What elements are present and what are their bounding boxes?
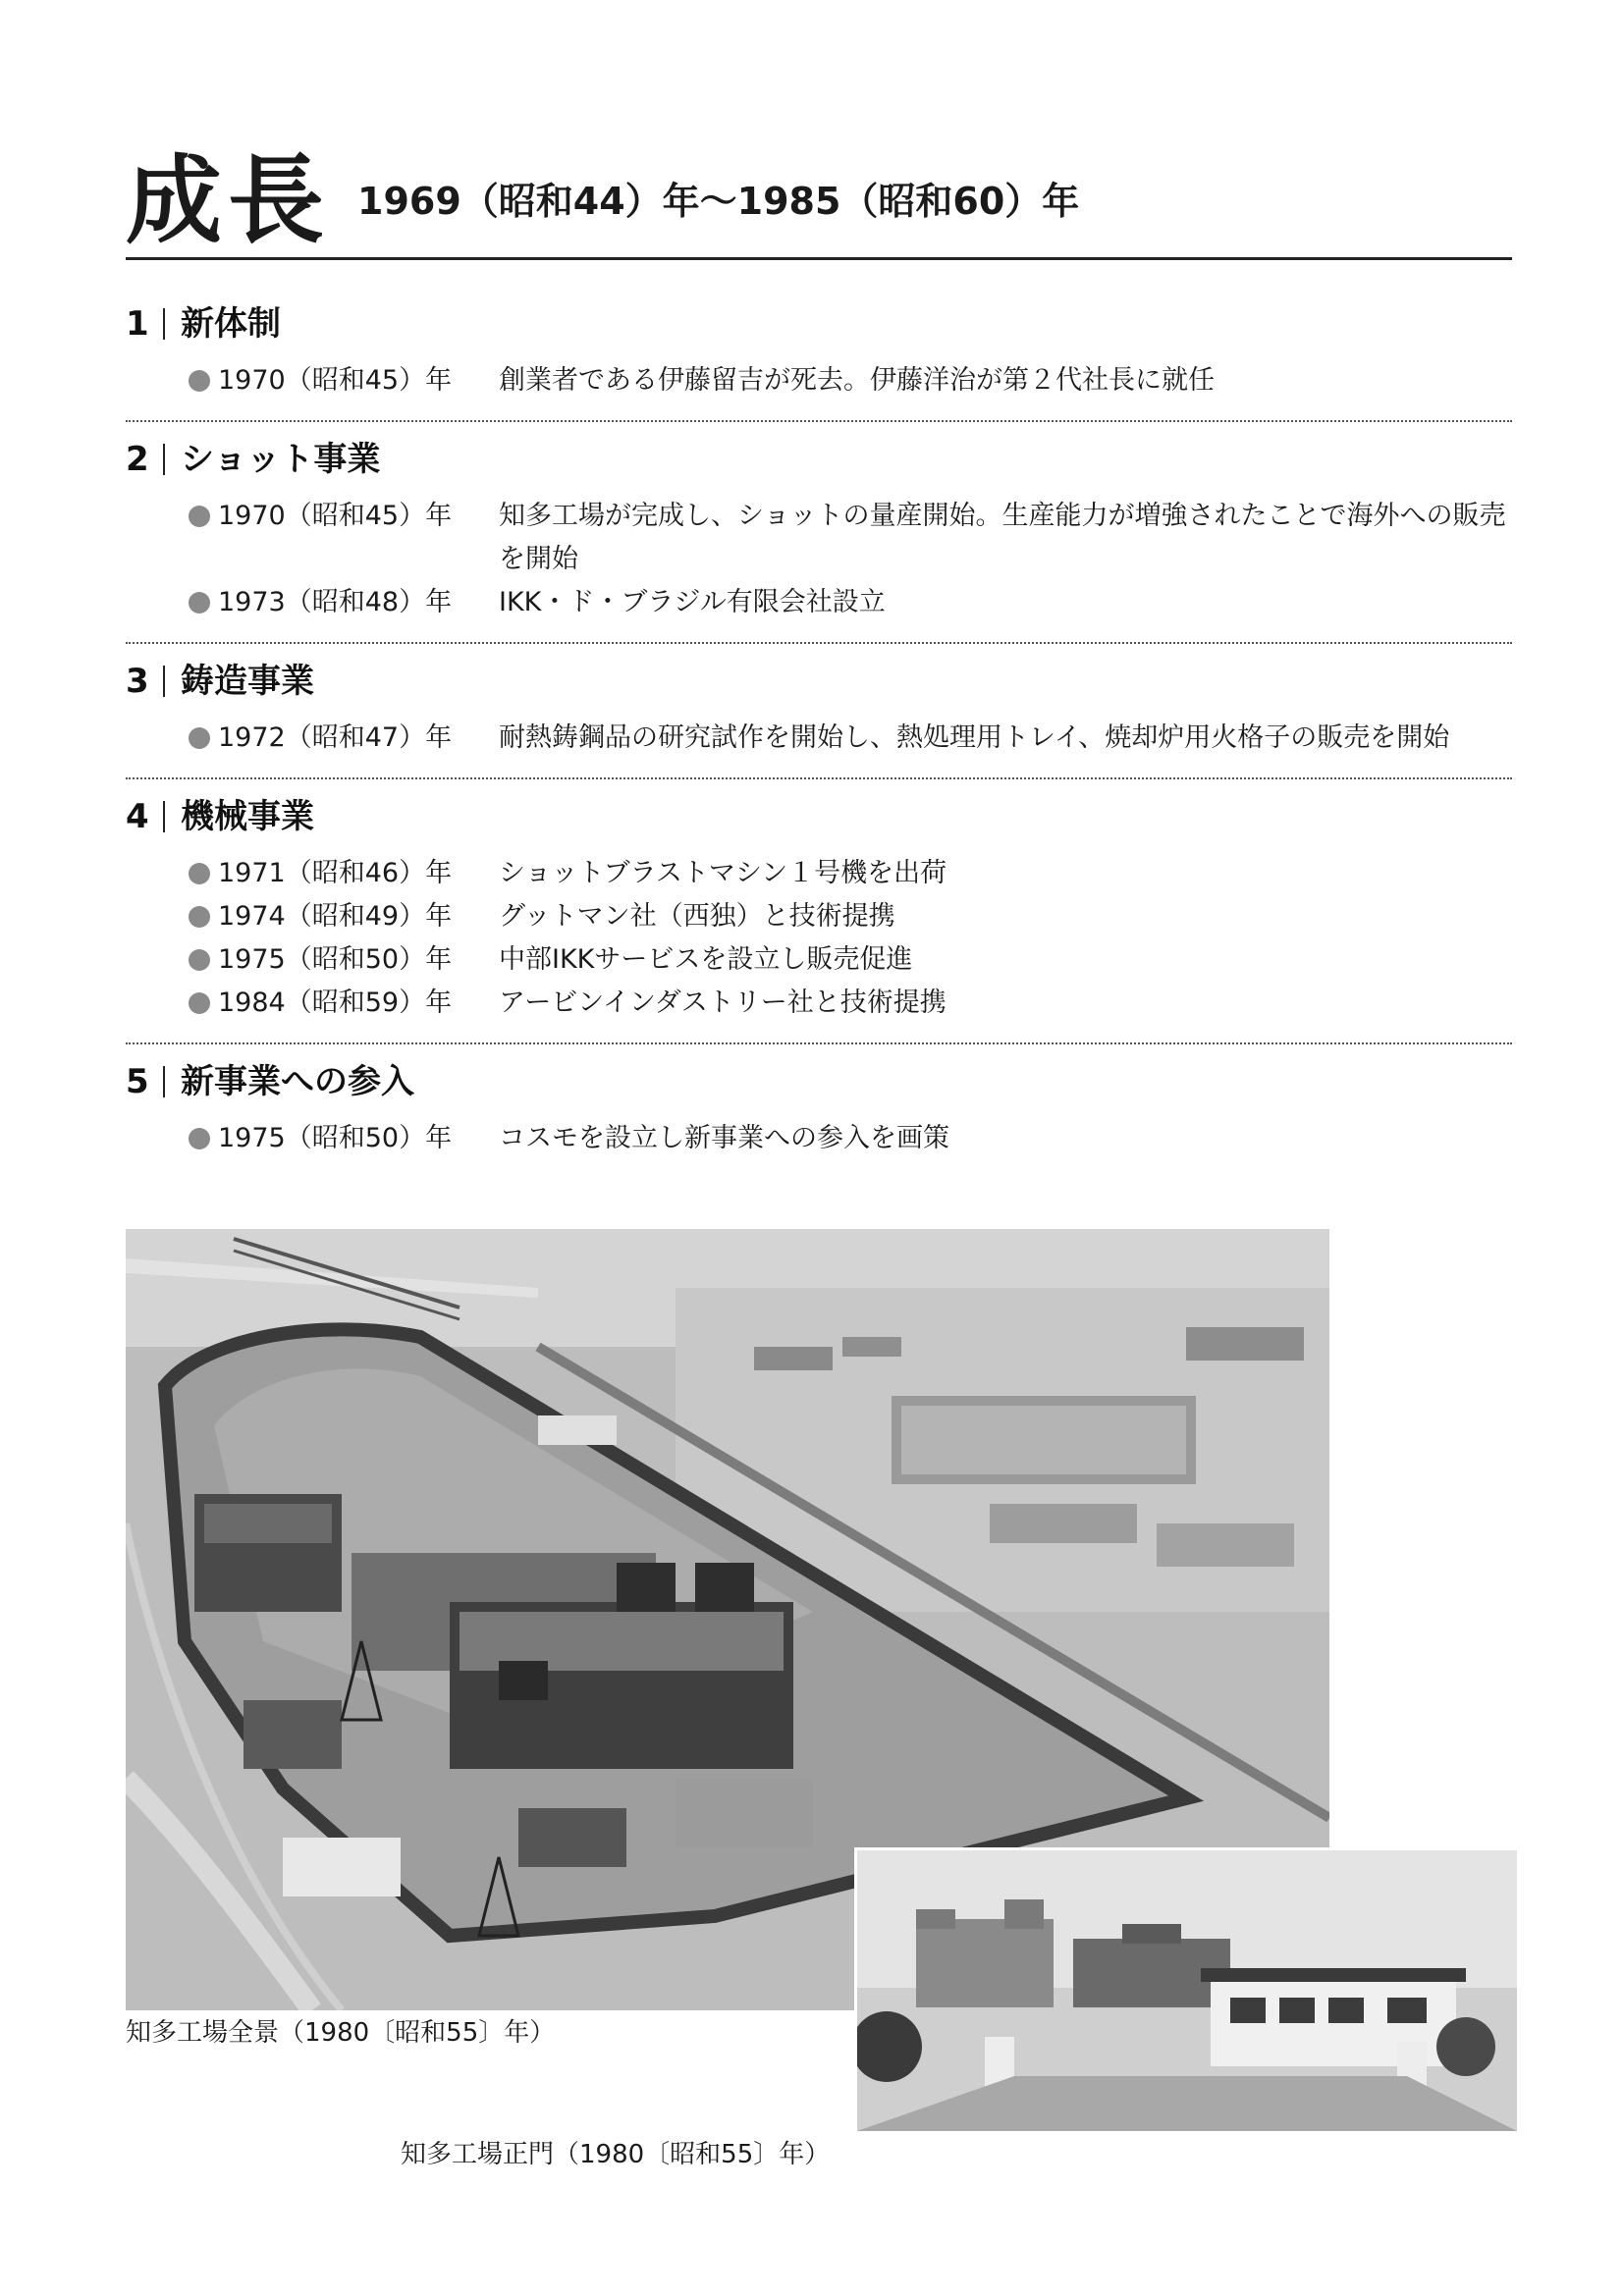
entry-year: 1970（昭和45）年 <box>218 501 453 531</box>
section-number: 3 <box>126 662 149 701</box>
section-title: 機械事業 <box>181 797 314 836</box>
timeline-entry <box>189 581 1512 624</box>
timeline-entry <box>189 895 1512 938</box>
section-heading <box>126 658 1512 705</box>
section-2 <box>126 422 1512 644</box>
entry-year: 1972（昭和47）年 <box>218 722 453 753</box>
entry-text: アービンインダストリー社と技術提携 <box>499 988 947 1018</box>
bullet-icon <box>189 506 210 527</box>
timeline-sections <box>126 287 1512 1178</box>
section-heading <box>126 436 1512 483</box>
section-divider-bar <box>163 444 165 475</box>
timeline-entry <box>189 852 1512 895</box>
gate-photo-illustration <box>857 1850 1517 2131</box>
section-5 <box>126 1044 1512 1178</box>
entry-text: IKK・ド・ブラジル有限会社設立 <box>499 587 886 617</box>
section-title: 鋳造事業 <box>181 662 314 701</box>
entry-text: 創業者である伊藤留吉が死去。伊藤洋治が第２代社長に就任 <box>499 365 1215 396</box>
section-title: ショット事業 <box>181 440 381 479</box>
section-4 <box>126 779 1512 1044</box>
period-subtitle: 1969（昭和44）年〜1985（昭和60）年 <box>357 180 1080 223</box>
section-divider-bar <box>163 1066 165 1097</box>
section-number: 1 <box>126 304 149 344</box>
bullet-icon <box>189 863 210 884</box>
entry-text: グットマン社（西独）と技術提携 <box>499 901 895 932</box>
entry-text: 知多工場が完成し、ショットの量産開始。生産能力が増強されたことで海外への販売を開始 <box>499 501 1506 574</box>
section-3 <box>126 644 1512 779</box>
entry-year: 1975（昭和50）年 <box>218 944 453 975</box>
page-title: 成長 <box>126 144 331 257</box>
section-number: 5 <box>126 1062 149 1101</box>
timeline-entry <box>189 982 1512 1025</box>
section-divider-bar <box>163 308 165 340</box>
timeline-entry <box>189 938 1512 982</box>
entry-year: 1970（昭和45）年 <box>218 365 453 396</box>
timeline-entry <box>189 359 1512 402</box>
entry-text: ショットブラストマシン１号機を出荷 <box>499 858 947 888</box>
bullet-icon <box>189 949 210 971</box>
section-number: 4 <box>126 797 149 836</box>
section-title: 新事業への参入 <box>181 1062 414 1101</box>
section-1 <box>126 287 1512 422</box>
section-heading <box>126 793 1512 840</box>
factory-gate-photo <box>854 1847 1520 2134</box>
bullet-icon <box>189 906 210 928</box>
bullet-icon <box>189 727 210 749</box>
entry-year: 1974（昭和49）年 <box>218 901 453 932</box>
section-heading <box>126 300 1512 347</box>
bullet-icon <box>189 1128 210 1149</box>
bullet-icon <box>189 370 210 392</box>
page-header <box>126 144 1512 260</box>
entry-year: 1971（昭和46）年 <box>218 858 453 888</box>
aerial-photo-caption: 知多工場全景（1980〔昭和55〕年） <box>126 2018 556 2048</box>
entry-year: 1984（昭和59）年 <box>218 988 453 1018</box>
bullet-icon <box>189 992 210 1014</box>
section-divider-bar <box>163 801 165 832</box>
bullet-icon <box>189 592 210 614</box>
entry-text: コスモを設立し新事業への参入を画策 <box>499 1123 949 1153</box>
section-number: 2 <box>126 440 149 479</box>
entry-year: 1975（昭和50）年 <box>218 1123 453 1153</box>
timeline-entry <box>189 1117 1512 1160</box>
section-title: 新体制 <box>181 304 281 344</box>
entry-text: 中部IKKサービスを設立し販売促進 <box>499 944 913 975</box>
gate-photo-caption: 知多工場正門（1980〔昭和55〕年） <box>401 2140 831 2169</box>
timeline-entry <box>189 495 1512 581</box>
entry-year: 1973（昭和48）年 <box>218 587 453 617</box>
section-divider-bar <box>163 666 165 697</box>
section-heading <box>126 1058 1512 1105</box>
timeline-entry <box>189 717 1512 760</box>
entry-text: 耐熱鋳鋼品の研究試作を開始し、熱処理用トレイ、焼却炉用火格子の販売を開始 <box>499 722 1450 753</box>
